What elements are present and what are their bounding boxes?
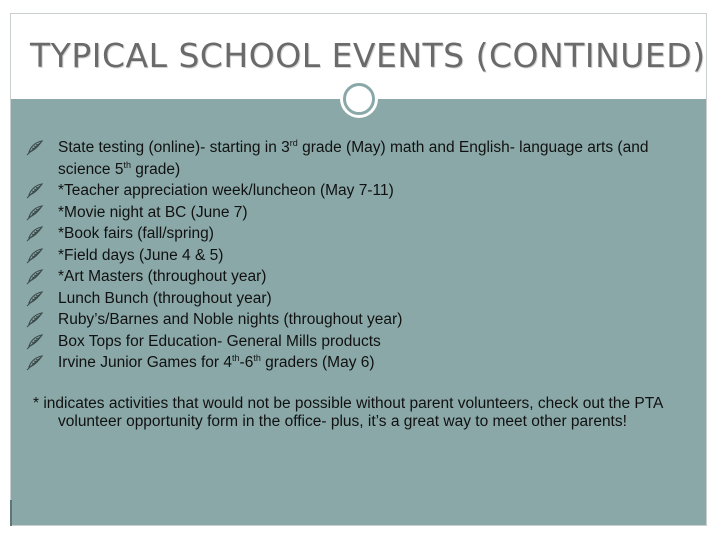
event-list-item <box>26 180 696 202</box>
event-text: *Field days (June 4 & 5) <box>58 246 224 264</box>
feather-quill-icon <box>26 269 44 285</box>
event-text: *Movie night at BC (June 7) <box>58 203 248 221</box>
event-text: *Art Masters (throughout year) <box>58 268 267 285</box>
feather-quill-icon <box>26 226 44 242</box>
divider-circle-ring <box>343 83 375 115</box>
ordinal-suffix: th <box>123 159 131 170</box>
event-text: -6 <box>239 354 254 371</box>
feather-quill-icon <box>26 205 44 221</box>
feather-quill-icon <box>26 355 44 371</box>
feather-quill-icon <box>26 291 44 307</box>
feather-quill-icon <box>26 334 44 350</box>
feather-quill-icon <box>26 312 44 328</box>
event-text: State testing (online)- starting in 3 <box>58 139 290 156</box>
event-list-item <box>26 202 696 224</box>
event-list <box>26 137 696 374</box>
event-text: grade) <box>131 160 181 178</box>
event-list-item <box>26 352 696 374</box>
footnote: * indicates activities that would not be possible without parent volunteers, check out the PTA volunteer opportunity form in the office- plus, it’s a great way to meet other parents! <box>33 395 663 430</box>
slide-edge-accent <box>10 500 12 526</box>
event-list-item <box>26 288 696 310</box>
feather-quill-icon <box>26 183 44 199</box>
event-list-item <box>26 309 696 331</box>
slide-title: TYPICAL SCHOOL EVENTS (CONTINUED) <box>30 36 706 75</box>
event-text: Irvine Junior Games for 4 <box>58 354 233 371</box>
feather-quill-icon <box>26 140 44 156</box>
event-text: Lunch Bunch (throughout year) <box>58 289 272 307</box>
event-list-item <box>26 266 696 288</box>
event-text: grade (May) math and English- language arts (and science 5 <box>58 139 649 178</box>
event-text: Ruby’s/Barnes and Noble nights (throughout year) <box>58 311 403 328</box>
ordinal-suffix: th <box>253 352 261 363</box>
event-text: *Teacher appreciation week/luncheon (May 7-11) <box>58 182 394 199</box>
event-text: *Book fairs (fall/spring) <box>58 225 214 242</box>
event-text: Box Tops for Education- General Mills products <box>58 332 381 350</box>
event-list-item <box>26 245 696 267</box>
ordinal-suffix: rd <box>289 137 298 148</box>
event-text: graders (May 6) <box>260 354 375 371</box>
ordinal-suffix: th <box>232 352 240 363</box>
event-list-item <box>26 223 696 245</box>
feather-quill-icon <box>26 248 44 264</box>
event-list-item <box>26 137 696 180</box>
event-list-item <box>26 331 696 353</box>
